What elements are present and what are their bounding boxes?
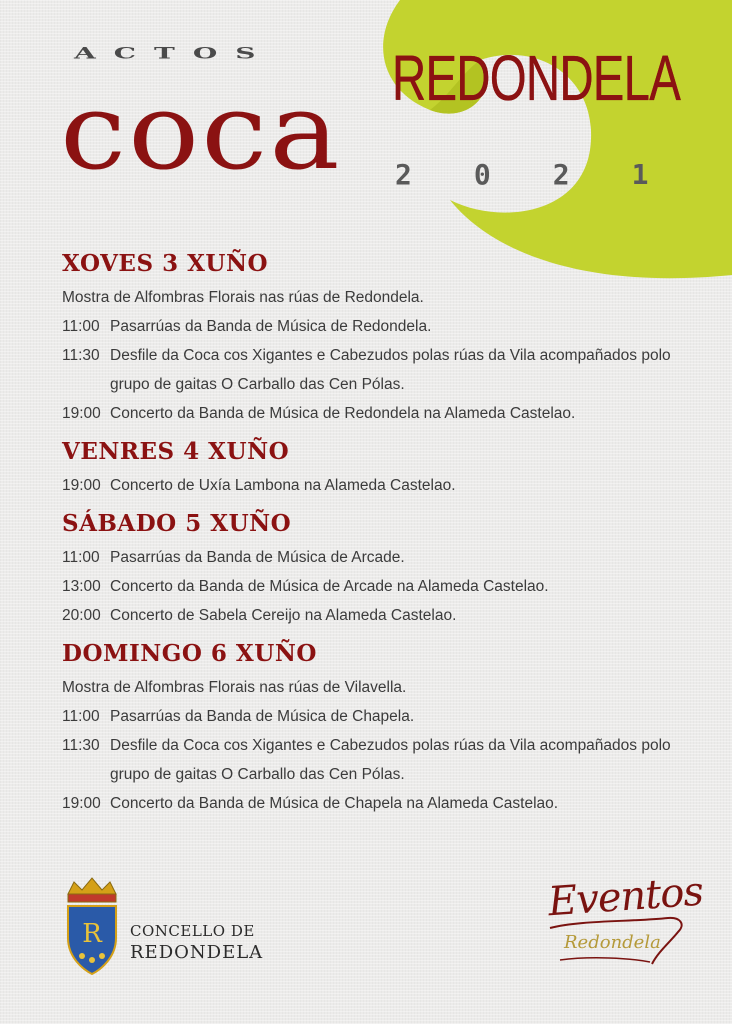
event-time: 11:30 [62, 737, 100, 754]
event-time: 19:00 [62, 405, 101, 422]
event-desc: Concerto de Uxía Lambona na Alameda Castelao. [110, 477, 456, 494]
crest-letter: R [82, 919, 102, 949]
coat-of-arms-icon [60, 876, 124, 976]
event-desc: Concerto de Sabela Cereijo na Alameda Castelao. [110, 607, 457, 624]
day-title: VENRES 4 XUÑO [62, 438, 290, 465]
event-desc: Pasarrúas da Banda de Música de Redondela. [110, 318, 432, 335]
redondela-title [392, 42, 681, 114]
year-label: 2021 [395, 158, 711, 191]
concello-line1: CONCELLO DE [130, 922, 255, 940]
event-row [62, 341, 702, 370]
eventos-sub: Redondela [564, 932, 661, 953]
event-row [62, 731, 702, 760]
eventos-redondela-logo [540, 868, 705, 972]
event-row [62, 312, 702, 341]
event-row [62, 601, 702, 630]
concello-line2: REDONDELA [130, 942, 264, 963]
day-title: SÁBADO 5 XUÑO [62, 510, 292, 537]
day-block [62, 438, 702, 500]
event-desc-continued: grupo de gaitas O Carballo das Cen Pólas. [110, 376, 405, 393]
event-desc: Concerto da Banda de Música de Chapela na Alameda Castelao. [110, 795, 559, 812]
event-row [62, 702, 702, 731]
event-row [62, 471, 702, 500]
event-desc: Pasarrúas da Banda de Música de Chapela. [110, 708, 415, 725]
day-block [62, 510, 702, 630]
event-row-continued [62, 760, 702, 789]
event-row [62, 789, 702, 818]
event-time: 11:00 [62, 549, 100, 566]
event-row [62, 572, 702, 601]
event-time: 11:00 [62, 318, 100, 335]
event-time: 20:00 [62, 607, 101, 624]
event-desc: Concerto da Banda de Música de Arcade na Alameda Castelao. [110, 578, 549, 595]
event-desc: Desfile da Coca cos Xigantes e Cabezudos polas rúas da Vila acompañados polo [110, 347, 671, 364]
event-row [62, 399, 702, 428]
event-time: 19:00 [62, 477, 101, 494]
event-desc: Pasarrúas da Banda de Música de Arcade. [110, 549, 405, 566]
event-time: 13:00 [62, 578, 101, 595]
actos-heading: ACTOS [74, 44, 274, 63]
event-desc: Desfile da Coca cos Xigantes e Cabezudos polas rúas da Vila acompañados polo [110, 737, 671, 754]
event-time: 11:30 [62, 347, 100, 364]
coca-title: coca [60, 69, 342, 194]
day-intro: Mostra de Alfombras Florais nas rúas de Redondela. [62, 289, 424, 306]
event-row [62, 543, 702, 572]
eventos-word: Eventos [546, 868, 705, 926]
day-title: XOVES 3 XUÑO [62, 250, 269, 277]
event-time: 11:00 [62, 708, 100, 725]
event-row-continued [62, 370, 702, 399]
day-block [62, 640, 702, 818]
day-intro: Mostra de Alfombras Florais nas rúas de Vilavella. [62, 679, 407, 696]
redondela-text: REDONDELA [392, 42, 681, 114]
concello-logo-text [130, 920, 263, 964]
event-desc-continued: grupo de gaitas O Carballo das Cen Pólas. [110, 766, 405, 783]
event-time: 19:00 [62, 795, 101, 812]
schedule [62, 250, 702, 828]
day-title: DOMINGO 6 XUÑO [62, 640, 317, 667]
day-block [62, 250, 702, 428]
event-desc: Concerto da Banda de Música de Redondela na Alameda Castelao. [110, 405, 576, 422]
